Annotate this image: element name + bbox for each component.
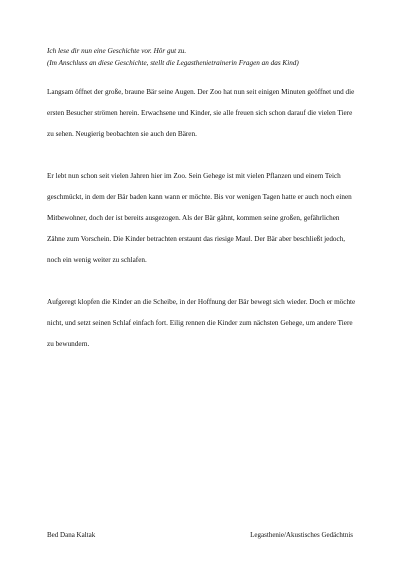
page-footer [47,531,353,540]
intro-instructions [47,46,359,69]
story-paragraph-1: Langsam öffnet der große, braune Bär seine Augen. Der Zoo hat nun seit einigen Minuten geöffnet und die ersten Besucher strömen herein. Erwachsene und Kinder, sie alle freuen sich schon darauf die vielen Tiere zu sehen. Neugierig beobachten sie auch den Bären. [47,88,355,138]
intro-line-2: (Im Anschluss an diese Geschichte, stellt die Legasthenietrainerin Fragen an das Kind) [47,58,299,67]
footer-author: Bed Dana Kaltak [47,531,96,539]
story-paragraph-2: Er lebt nun schon seit vielen Jahren hier im Zoo. Sein Gehege ist mit vielen Pflanzen und einem Teich geschmückt, in dem der Bär baden kann wann er möchte. Bis vor wenigen Tagen hatte er auch noch einen Mitbewohner, doch der ist bereits ausgezogen. Als der Bär gähnt, kommen seine großen, gefährlichen Zähne zum Vorschein. Die Kinder betrachten erstaunt das riesige Maul. Der Bär aber beschließt jedoch, noch ein wenig weiter zu schlafen. [47,172,352,264]
intro-line-1: Ich lese dir nun eine Geschichte vor. Hör gut zu. [47,47,187,55]
document-body [47,46,359,355]
footer-topic: Legasthenie/Akustisches Gedächtnis [250,531,353,539]
story-paragraph-3: Aufgeregt klopfen die Kinder an die Scheibe, in der Hoffnung der Bär bewegt sich wieder. Doch er möchte nicht, und setzt seinen Schlaf einfach fort. Eilig rennen die Kinder zum nächsten Gehege, um andere Tiere zu bewundern. [47,298,356,348]
